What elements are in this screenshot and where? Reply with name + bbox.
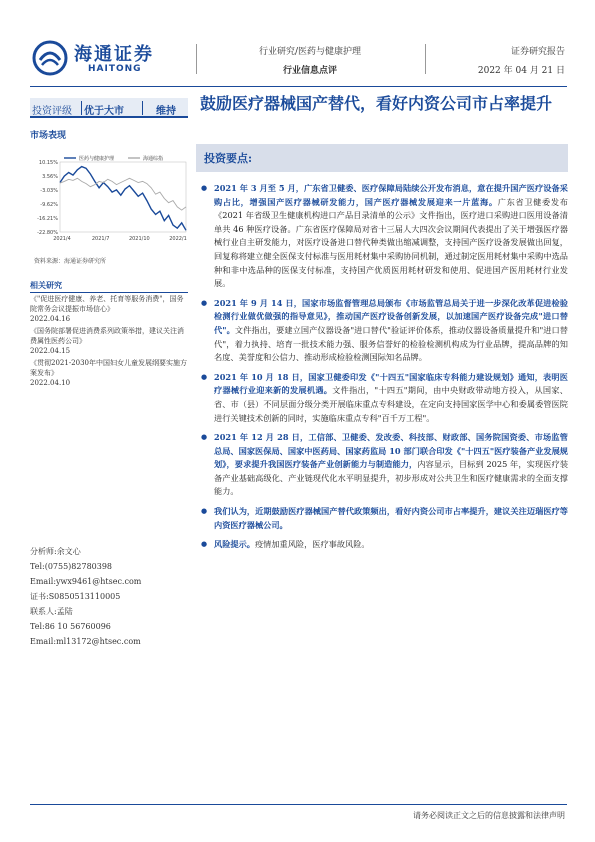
analyst-tel: Tel:(0755)82780398 — [30, 562, 113, 571]
key-point-text: 文件指出，"十四五"期间，由中央财政带动地方投入，从国家、省、市（县）不同层面分级分类开展临床重点专科建设，在定向支持国家医学中心和委属委管医院进行关键技术创新的同时，实施临床重点专科"百千万工程"。 — [214, 385, 568, 423]
investment-rating — [30, 98, 188, 118]
related-item-date: 2022.04.10 — [30, 379, 71, 387]
logo-english-name: HAITONG — [88, 64, 142, 74]
key-point-item — [214, 182, 568, 291]
related-research-title: 相关研究 — [30, 280, 188, 293]
key-point-text: 广东省卫健委发布《2021 年省级卫生健康机构进口产品目录清单的公示》文件指出，医疗进口采购进口医用设备清单共 46 种医疗设备。广东省医疗保障局对省十三届人大四次会议期间代表提出了关于增强医疗器械行业自主研发能力，对医疗设备进口替代种类做出缩减调整，支持国产医疗设备发展做出回复，回复称将建立健全医保支付标准与医用耗材集中采购协同机制，通过制定医用耗材集中采购中选品种和非中选品种的医保支付标准，支持国产优质医用耗材研发和使用、促进国产医用耗材行业发展。 — [214, 196, 568, 289]
chart-ytick-label: -16.21% — [37, 216, 58, 222]
analyst-email[interactable]: Email:ywx9461@htsec.com — [30, 577, 142, 586]
header-right — [470, 44, 565, 76]
chart-xtick-label: 2021/7 — [91, 236, 110, 242]
key-point-highlight: 2021 年 3 月至 5 月，广东省卫健委、医疗保障局陆续公开发布消息，意在提升国产医疗设备采购占比，增强国产医疗器械研发能力，国产医疗器械发展迎来一片蓝海。 — [214, 183, 568, 207]
analyst-cert: 证书:S0850513110005 — [30, 592, 121, 601]
rating-label: 投资评级 — [32, 106, 72, 117]
key-point-highlight: 我们认为，近期鼓励医疗器械国产替代政策频出，看好内资公司市占率提升，建议关注迈瑞医疗等内资医疗器械公司。 — [214, 506, 568, 530]
key-point-highlight: 2021 年 9 月 14 日，国家市场监督管理总局颁布《市场监管总局关于进一步深化改革促进检验检测行业做优做强的指导意见》，推动国产医疗设备创新发展，以加速国产医疗设备完成"进口替代"。 — [214, 297, 568, 335]
rating-divider — [142, 101, 143, 115]
report-category: 行业研究/医药与健康护理 — [258, 47, 362, 57]
chart-xtick-label: 2022/1 — [169, 236, 187, 242]
chart-ytick-label: 3.56% — [42, 174, 58, 180]
rating-change: 维持 — [156, 106, 176, 117]
key-point-highlight: 2021 年 12 月 28 日，工信部、卫健委、发改委、科技部、财政部、国务院国资委、市场监管总局、国家医保局、国家中医药局、国家药监局 10 部门联合印发《"十四五"医疗装备产业发展规划》，要求提升我国医疗装备产业创新能力与制造能力， — [214, 432, 568, 470]
related-item-date: 2022.04.16 — [30, 315, 71, 323]
rating-value: 优于大市 — [84, 106, 124, 117]
header-divider — [425, 44, 426, 74]
report-date: 2022 年 04 月 21 日 — [477, 66, 565, 76]
rating-divider — [81, 101, 82, 115]
chart-series-line — [60, 167, 186, 231]
haitong-logo — [32, 40, 182, 82]
header-divider — [196, 44, 197, 74]
related-item-title: 《国务院部署促进消费系列政策举措，建议关注消费属性医药公司》 — [30, 327, 184, 345]
report-title: 鼓励医疗器械国产替代，看好内资公司市占率提升 — [200, 94, 553, 113]
analyst-contacts — [30, 544, 190, 649]
report-header — [0, 0, 595, 92]
key-point-highlight: 2021 年 10 月 18 日，国家卫健委印发《"十四五"国家临床专科能力建设规划》通知，表明医疗器械行业迎来新的发展机遇。 — [214, 371, 568, 396]
related-item[interactable] — [30, 326, 188, 356]
analyst-name: 分析师:余文心 — [30, 547, 81, 556]
related-item-date: 2022.04.15 — [30, 347, 71, 355]
market-performance-chart — [30, 150, 190, 242]
chart-xtick-label: 2021/4 — [53, 236, 71, 242]
related-item[interactable] — [30, 294, 188, 324]
contact-tel: Tel:86 10 56760096 — [30, 622, 111, 631]
header-rule — [30, 86, 567, 87]
key-point-highlight: 风险提示。 — [214, 539, 255, 550]
chart-xtick-label: 2021/10 — [128, 236, 150, 242]
report-kind: 行业信息点评 — [282, 66, 337, 76]
chart-legend-label: 海通综指 — [143, 156, 164, 162]
chart-ytick-label: -3.03% — [40, 188, 58, 194]
chart-source: 资料来源：海通证券研究所 — [34, 258, 107, 265]
related-research-list — [30, 294, 188, 390]
contact-email[interactable]: Email:ml13172@htsec.com — [30, 637, 141, 646]
chart-ytick-label: -9.62% — [40, 202, 58, 208]
chart-ytick-label: 10.15% — [38, 160, 58, 166]
key-point-item — [214, 371, 568, 425]
haitong-logo-icon — [32, 40, 68, 76]
market-section-title: 市场表现 — [30, 131, 67, 141]
report-type: 证券研究报告 — [510, 47, 565, 57]
key-points-title: 投资要点: — [204, 152, 253, 165]
key-point-text: 内容显示，目标到 2025 年，实现医疗装备产业基础高级化、产业链现代化水平明显提升，初步形成对公共卫生和医疗健康需求的全面支撑能力。 — [214, 459, 569, 497]
footer-rule — [30, 804, 567, 805]
key-point-item — [214, 431, 568, 499]
related-item-title: 《贯彻2021-2030年中国妇女儿童发展纲要实施方案发布》 — [30, 359, 187, 377]
logo-chinese-name: 海通证券 — [74, 44, 154, 65]
key-points-list — [214, 182, 568, 552]
chart-legend-label: 医药与健康护理 — [79, 156, 115, 162]
related-item[interactable] — [30, 358, 188, 388]
related-item-title: 《"促进医疗健康、养老、托育等服务消费"，国务院常务会议提振市场信心》 — [30, 295, 184, 313]
key-point-text: 疫情加重风险，医疗事故风险。 — [254, 539, 370, 550]
contact-name: 联系人:孟陆 — [30, 607, 73, 616]
key-point-item — [214, 297, 568, 365]
chart-plot-frame — [60, 162, 186, 232]
key-point-item — [214, 505, 568, 532]
key-point-text: 文件指出，要建立国产仪器设备"进口替代"验证评价体系，推动仪器设备质量提升和"进口替代"，着力执持、培育一批技术能力强、服务信誉好的检验检测机构成为行业品牌，提高品牌的知名度、美誉度和公信力、推动形成检验检测国际知名品牌。 — [214, 324, 568, 363]
header-center — [210, 44, 410, 76]
footer-disclaimer: 请务必阅读正文之后的信息披露和法律声明 — [413, 811, 565, 820]
key-point-item — [214, 538, 568, 552]
chart-ytick-label: -22.80% — [37, 230, 58, 236]
chart-series-line — [60, 178, 186, 210]
